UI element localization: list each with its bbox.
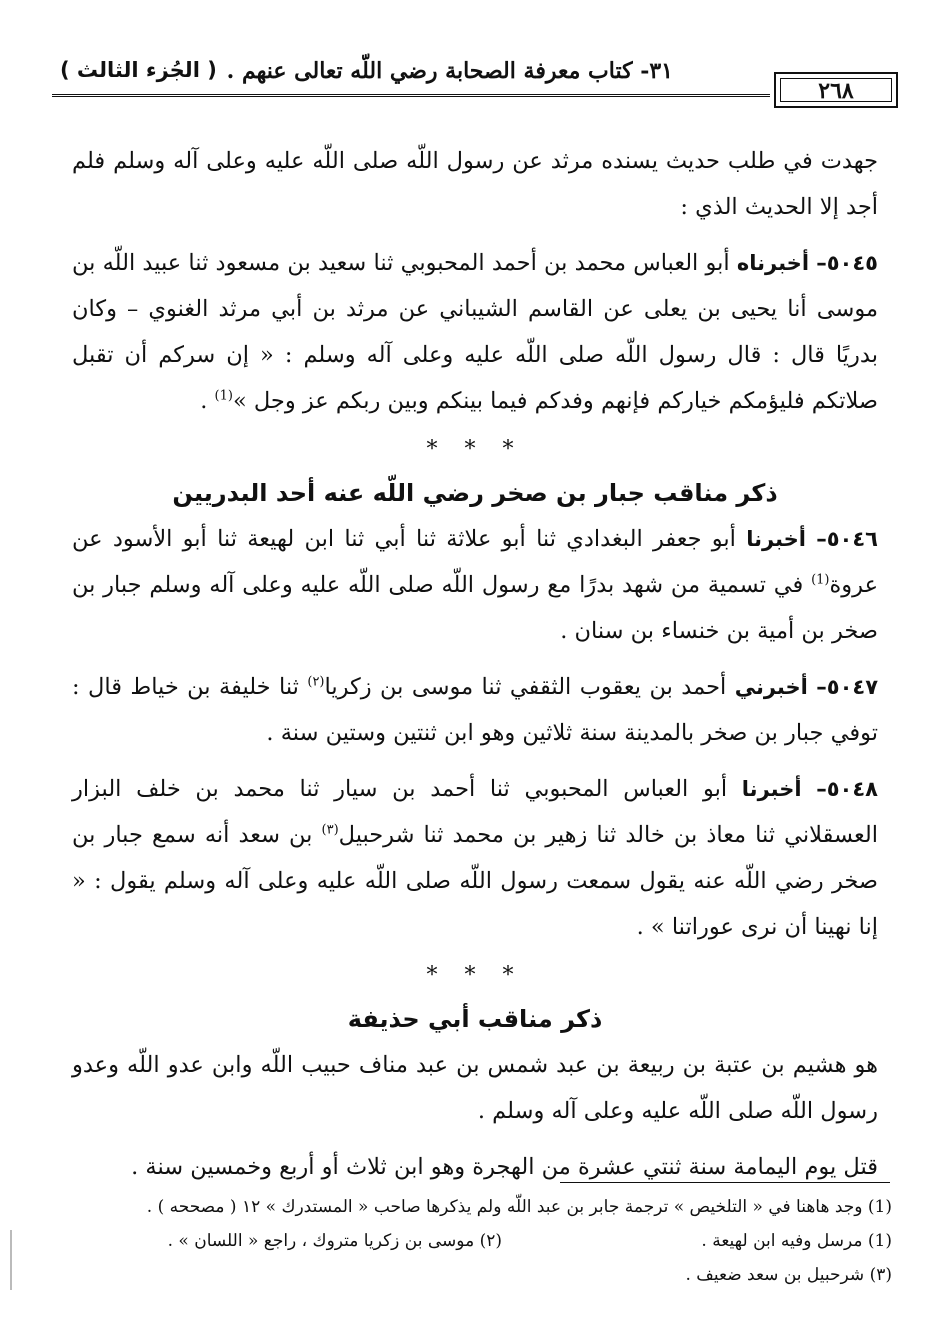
footnote-ref: (٣): [321, 822, 339, 838]
hadith-text: أبو جعفر البغدادي ثنا أبو علاثة ثنا أبي ثنا ابن لهيعة ثنا أبو الأسود عن عروة: [72, 526, 878, 598]
footnote-item: (٢) موسى بن زكريا متروك ، راجع « اللسان » .: [167, 1231, 502, 1251]
section-heading: ذكر مناقب أبي حذيفة: [347, 1005, 603, 1033]
hadith-5047: [72, 664, 878, 756]
header-rule: [52, 94, 770, 97]
chapter-title: ٣١- كتاب معرفة الصحابة رضي اللّه تعالى عنهم .: [226, 58, 673, 84]
hadith-number: ٥٠٤٥–: [816, 251, 879, 275]
footnote-item: (٣) شرحبيل بن سعد ضعيف .: [685, 1265, 892, 1285]
footnote-rule: [560, 1182, 890, 1183]
footnote-ref: (1): [811, 572, 830, 588]
footnote-row: [100, 1224, 892, 1258]
section-separator: * * *: [426, 437, 524, 462]
hadith-number: ٥٠٤٨–: [816, 777, 879, 801]
paragraph-intro: جهدت في طلب حديث يسنده مرثد عن رسول اللّه صلى اللّه عليه وعلى آله وسلم فلم أجد إلا الحديث الذي :: [72, 148, 878, 220]
running-header: [52, 52, 898, 104]
hadith-text-end: ثنا خليفة بن خياط قال : توفي جبار بن صخر بالمدينة سنة ثلاثين وهو ابن ثنتين وستين سنة .: [72, 674, 878, 746]
hadith-text: أحمد بن يعقوب الثقفي ثنا موسى بن زكريا: [324, 674, 727, 700]
hadith-lead: أخبرنا: [746, 527, 806, 551]
hadith-5048: [72, 766, 878, 950]
hadith-5046: [72, 516, 878, 654]
hadith-number: ٥٠٤٦–: [816, 527, 879, 551]
scan-margin-mark: [10, 1230, 12, 1290]
section-heading: ذكر مناقب جبار بن صخر رضي اللّه عنه أحد البدريين: [172, 479, 778, 507]
hadith-number: ٥٠٤٧–: [816, 675, 879, 699]
hadith-text-end: .: [200, 388, 215, 414]
paragraph-hudhayfa-bio: هو هشيم بن عتبة بن ربيعة بن عبد شمس بن عبد مناف حبيب اللّه وابن عدو اللّه وعدو رسول اللّه صلى اللّه عليه وعلى آله وسلم .: [72, 1052, 878, 1124]
hadith-lead: أخبرناه: [736, 251, 810, 275]
hadith-text: أبو العباس محمد بن أحمد المحبوبي ثنا سعيد بن مسعود ثنا عبيد اللّه بن موسى أنا يحيى بن يعلى عن القاسم الشيباني عن مرثد بن أبي مرثد الغنوي – وكان بدريًا قال : قال رسول اللّه صلى اللّه عليه وعلى آله وسلم : « إن سركم أن تقبل صلاتكم فليؤمكم خياركم فإنهم وفدكم فيما بينكم وبين ربكم عز وجل »: [72, 250, 878, 414]
page-number-box: [774, 72, 898, 108]
hadith-lead: أخبرنا: [741, 777, 802, 801]
hadith-text-end: بن سعد أنه سمع جبار بن صخر رضي اللّه عنه يقول سمعت رسول اللّه صلى اللّه عليه وعلى آله وسلم يقول : « إنا نهينا أن نرى عوراتنا » .: [72, 822, 878, 940]
paragraph-hudhayfa-death: قتل يوم اليمامة سنة ثنتي عشرة من الهجرة وهو ابن ثلاث أو أربع وخمسين سنة .: [131, 1154, 878, 1180]
section-separator: * * *: [426, 963, 524, 988]
footnote-ref: (1): [214, 388, 233, 404]
hadith-lead: أخبرني: [734, 675, 808, 699]
main-text: [72, 138, 878, 1190]
footnote-item: (1) وجد هاهنا في « التلخيص » ترجمة جابر بن عبد اللّه ولم يذكرها صاحب « المستدرك » ١٢ ( مصححه ) .: [146, 1197, 892, 1217]
hadith-5045: [72, 240, 878, 424]
hadith-text: أبو العباس المحبوبي ثنا أحمد بن سيار ثنا محمد بن خلف البزار العسقلاني ثنا معاذ بن خالد ثنا زهير بن محمد ثنا شرحبيل: [72, 776, 878, 848]
footnotes: [100, 1190, 892, 1292]
hadith-text-end: في تسمية من شهد بدرًا مع رسول اللّه صلى اللّه عليه وعلى آله وسلم جبار بن صخر بن أمية بن خنساء بن سنان .: [72, 572, 878, 644]
volume-label: ( الجُزء الثالث ): [60, 58, 217, 82]
footnote-ref: (٢): [307, 674, 325, 690]
page-number: ٢٦٨: [780, 78, 892, 102]
footnote-item: (1) مرسل وفيه ابن لهيعة .: [701, 1231, 892, 1251]
